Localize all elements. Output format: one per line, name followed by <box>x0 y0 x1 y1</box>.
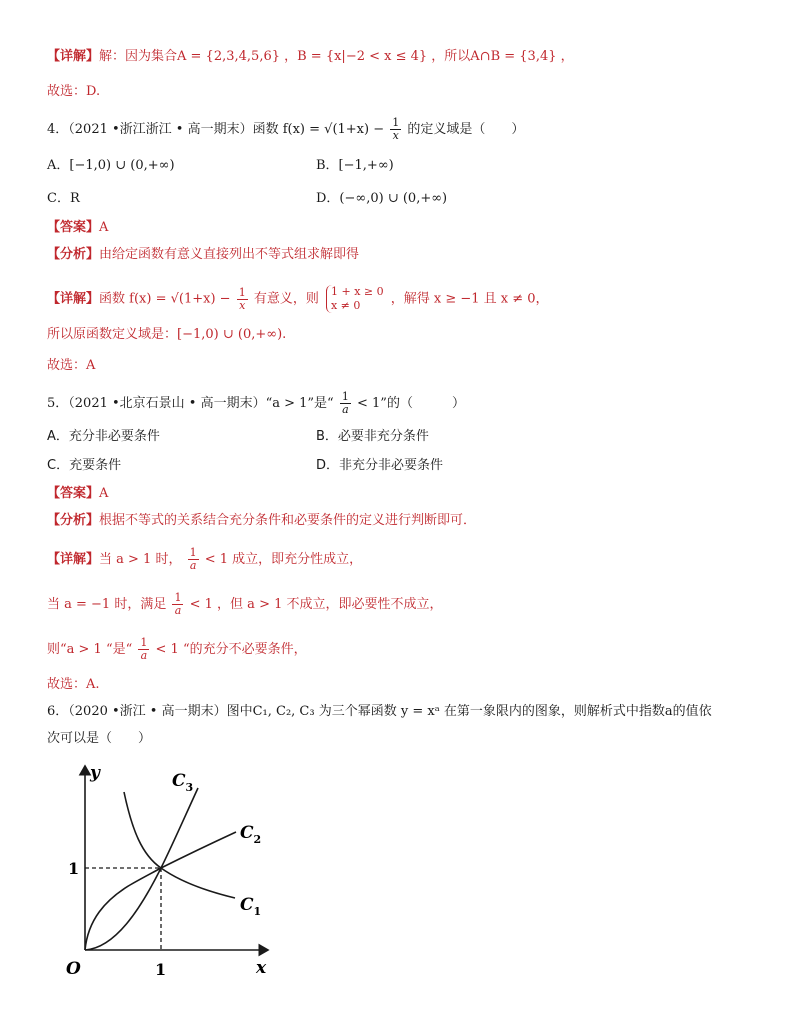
q5-detail2-fraction <box>172 592 183 617</box>
q4-detail-suffix: ，解得 x ≥ −1 且 x ≠ 0， <box>390 291 549 307</box>
q5-detail2-frac-den: a <box>174 604 182 617</box>
q5-detail2-suffix: < 1 ，但 a > 1 不成立，即必要性不成立， <box>189 597 443 612</box>
q5-detail-1 <box>47 547 362 572</box>
q5-answer <box>47 485 108 503</box>
q4-frac-num: 1 <box>392 116 400 129</box>
q4-stem <box>47 117 524 142</box>
q5-option-c: C．充要条件 <box>47 458 122 473</box>
q5-detail1-fraction <box>188 547 199 572</box>
q4-analysis-tag: 【分析】 <box>47 247 100 262</box>
q6-stem-line2: 次可以是（ ） <box>47 731 152 746</box>
q5-detail2-frac-num: 1 <box>174 591 182 604</box>
label-c1-letter: C <box>240 895 254 915</box>
y-axis-label: y <box>90 763 100 783</box>
q4-detail-tag: 【详解】 <box>47 291 100 307</box>
q5-detail1-frac-den: a <box>189 559 197 572</box>
q5-detail1-frac-num: 1 <box>189 546 197 559</box>
q4-option-a: A．[−1,0) ∪ (0,+∞) <box>47 158 175 173</box>
q4-stem-suffix: 的定义域是（ ） <box>407 122 525 137</box>
curve-c1 <box>124 792 235 898</box>
svg-text:C2 <box>240 823 261 846</box>
q4-domain-line: 所以原函数定义域是：[−1,0) ∪ (0,+∞). <box>47 327 287 342</box>
q5-stem <box>47 391 465 416</box>
q4-answer-tag: 【答案】 <box>47 220 100 235</box>
x-tick-one: 1 <box>155 960 167 979</box>
q4-analysis-text: 由给定函数有意义直接列出不等式组求解即得 <box>99 247 360 262</box>
q4-detail-frac-num: 1 <box>238 285 246 299</box>
q5-option-d: D．非充分非必要条件 <box>316 458 444 473</box>
q5-detail-tag: 【详解】 <box>47 552 100 567</box>
q3-detail-text: 解：因为集合A = {2,3,4,5,6} ，B = {x|−2 < x ≤ 4} ，所以A∩B = {3,4} ， <box>99 49 574 64</box>
label-c3-letter: C <box>172 771 186 791</box>
q4-answer-value: A <box>99 220 109 235</box>
q4-answer <box>47 219 108 237</box>
q5-detail3-suffix: < 1 “的充分不必要条件， <box>155 642 307 657</box>
q5-analysis-text: 根据不等式的关系结合充分条件和必要条件的定义进行判断即可． <box>99 513 477 528</box>
svg-text:C3 <box>172 771 193 794</box>
q5-detail1-suffix: < 1 成立，即充分性成立， <box>204 552 363 567</box>
q5-answer-tag: 【答案】 <box>47 486 100 501</box>
q4-detail-frac-den: x <box>239 298 246 312</box>
q5-frac-num: 1 <box>341 390 349 403</box>
q5-frac-den: a <box>342 403 349 416</box>
power-function-graph <box>60 760 300 985</box>
q5-answer-value: A <box>99 486 109 501</box>
q5-detail2-prefix: 当 a = −1 时，满足 <box>47 597 167 612</box>
q5-detail1-prefix: 当 a > 1 时， <box>99 552 182 567</box>
q5-detail3-prefix: 则“a > 1 “是“ <box>47 642 133 657</box>
q4-option-d: D．(−∞,0) ∪ (0,+∞) <box>316 191 448 206</box>
svg-text:C1 <box>240 895 261 918</box>
q4-inequality-system <box>326 285 384 313</box>
label-c2 <box>240 823 261 846</box>
q5-detail-2 <box>47 592 443 617</box>
q5-analysis <box>47 512 476 530</box>
q5-detail-3 <box>47 637 307 662</box>
label-c2-sub: 2 <box>253 833 262 846</box>
q5-stem-prefix: 5．（2021 •北京石景山 • 高一期末）“a > 1”是“ <box>47 396 334 411</box>
q4-system-line2: x ≠ 0 <box>330 299 361 312</box>
q3-detail-tag: 【详解】 <box>47 49 100 64</box>
q5-option-b: B．必要非充分条件 <box>316 429 429 444</box>
q4-detail <box>47 285 549 313</box>
q4-system-line1: 1 + x ≥ 0 <box>330 285 384 298</box>
x-axis-label: x <box>256 958 267 978</box>
q5-stem-suffix: < 1”的（ ） <box>357 396 465 411</box>
q5-analysis-tag: 【分析】 <box>47 513 100 528</box>
label-c1 <box>240 895 261 918</box>
q5-choice: 故选：A. <box>47 677 100 692</box>
q6-stem-line1: 6．（2020 •浙江 • 高一期末）图中C₁, C₂, C₃ 为三个幂函数 y = xᵃ 在第一象限内的图象，则解析式中指数a的值依 <box>47 704 712 719</box>
q4-detail-mid: 有意义，则 <box>253 291 319 307</box>
q5-detail3-fraction <box>138 637 149 662</box>
q4-stem-prefix: 4．（2021 •浙江浙江 • 高一期末）函数 f(x) = √(1+x) − <box>47 122 385 137</box>
q4-frac-den: x <box>392 129 399 142</box>
y-tick-one: 1 <box>68 859 80 878</box>
origin-label: O <box>66 959 81 979</box>
curve-c3 <box>85 788 198 950</box>
label-c3-sub: 3 <box>185 781 194 794</box>
label-c1-sub: 1 <box>253 905 262 918</box>
q5-detail3-frac-num: 1 <box>140 636 148 649</box>
q4-option-c: C．R <box>47 191 80 206</box>
q5-stem-fraction <box>340 391 351 416</box>
q4-detail-fraction <box>237 287 248 312</box>
q3-choice: 故选：D. <box>47 84 101 99</box>
label-c3 <box>172 771 193 794</box>
q3-detail <box>47 48 574 66</box>
q4-choice: 故选：A <box>47 358 96 373</box>
q4-option-b: B．[−1,+∞) <box>316 158 394 173</box>
q5-option-a: A．充分非必要条件 <box>47 429 160 444</box>
q4-detail-prefix: 函数 f(x) = √(1+x) − <box>99 291 231 307</box>
label-c2-letter: C <box>240 823 254 843</box>
q4-analysis <box>47 246 359 264</box>
q4-stem-fraction <box>390 117 401 142</box>
q5-detail3-frac-den: a <box>140 649 148 662</box>
